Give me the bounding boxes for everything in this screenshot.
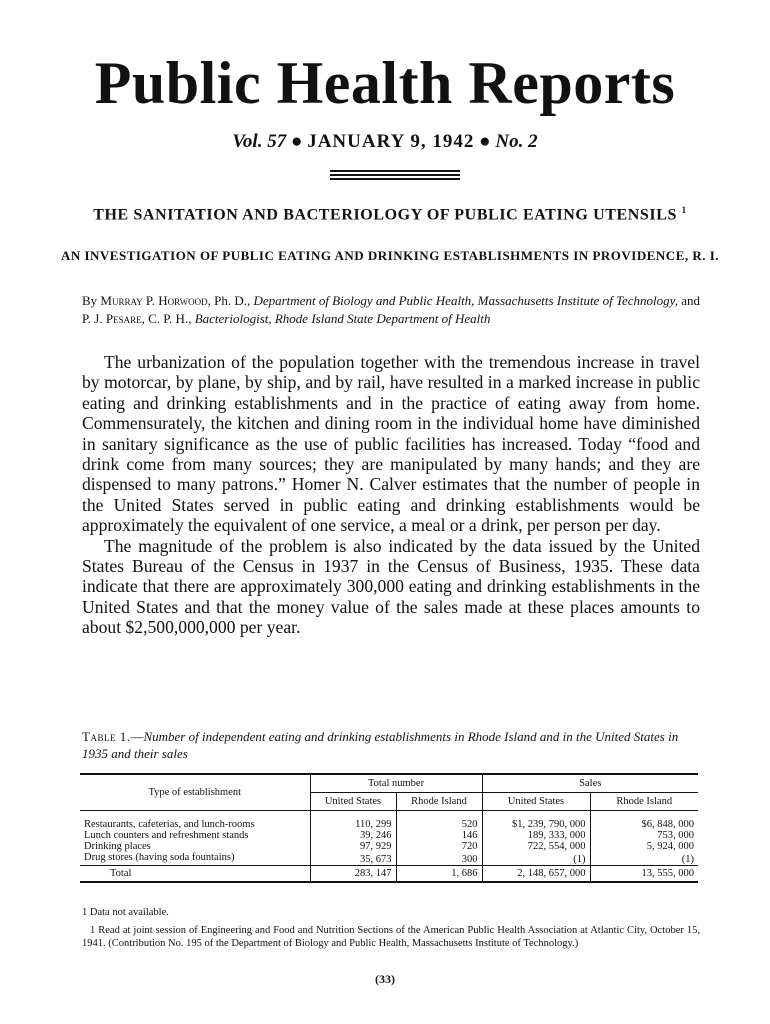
row-ri-number: 520	[396, 811, 482, 831]
row-us-number: 39, 246	[310, 830, 396, 841]
row-ri-number: 300	[396, 852, 482, 866]
byline-by: By	[82, 293, 98, 308]
total-ri-sales: 13, 555, 000	[590, 866, 698, 883]
paragraph-1: The urbanization of the population together with the tremendous increase in travel by motorcar, by plane, by ship, and by rail, have resulted in a marked increase in public eating and drinking establishments and in the practice of eating away from home. Commensurately, the kitchen and dining room in the individual home have diminished in sanitary significance as the use of public facilities has increased. Today “food and drink come from many sources; they are manipulated by many hands; and they are dispensed to many patrons.” Homer N. Calver estimates that the number of people in the United States served in public eating and drinking establishments would be approximately the equivalent of one service, a meal or a drink, per person per day.	[82, 352, 700, 536]
table-row	[80, 852, 698, 866]
paragraph-2: The magnitude of the problem is also indicated by the data issued by the United States Bureau of the Census in 1937 in the Census of Business, 1935. These data indicate that there are approximately 300,000 eating and drinking establishments in the United States and that the money value of the sales made at these places amounts to about $2,500,000,000 per year.	[82, 535, 700, 638]
row-ri-sales: 753, 000	[590, 830, 698, 841]
row-us-sales: 722, 554, 000	[482, 841, 590, 852]
ornamental-rule	[330, 170, 460, 182]
table-row	[80, 830, 698, 841]
table-row	[80, 841, 698, 852]
row-ri-sales: (1)	[590, 852, 698, 866]
byline	[82, 292, 707, 328]
article-subtitle: AN INVESTIGATION OF PUBLIC EATING AND DRINKING ESTABLISHMENTS IN PROVIDENCE, R. I.	[60, 248, 720, 263]
row-us-sales: 189, 333, 000	[482, 830, 590, 841]
bullet-1: ●	[290, 131, 303, 152]
row-type: Restaurants, cafeterias, and lunch-rooms	[84, 819, 255, 830]
row-us-sales: $1, 239, 790, 000	[482, 811, 590, 831]
article-title-text: THE SANITATION AND BACTERIOLOGY OF PUBLIC EATING UTENSILS	[93, 206, 678, 224]
article-body	[82, 352, 700, 638]
issue-number: No. 2	[495, 131, 538, 152]
table-label: Table 1.	[82, 729, 131, 744]
author-2: P. J. Pesare	[82, 311, 142, 326]
row-type: Drinking places	[84, 841, 151, 852]
row-us-sales: (1)	[482, 852, 590, 866]
table-caption-text: Number of independent eating and drinking establishments in Rhode Island and in the United States in 1935 and their sales	[82, 729, 679, 761]
author-1: Murray P. Horwood	[100, 293, 208, 308]
header-us-number: United States	[310, 793, 396, 811]
header-us-sales: United States	[482, 793, 590, 811]
table-total-row	[80, 866, 698, 883]
header-type: Type of establishment	[80, 774, 310, 811]
total-ri-number: 1, 686	[396, 866, 482, 883]
table-footnote: 1 Data not available.	[82, 907, 169, 918]
header-ri-number: Rhode Island	[396, 793, 482, 811]
author-1-degree: , Ph. D.,	[207, 293, 254, 308]
byline-and: and	[677, 293, 700, 308]
author-1-affiliation: Department of Biology and Public Health, Massachusetts Institute of Technology,	[253, 293, 678, 308]
volume: Vol. 57	[232, 131, 287, 152]
journal-title: Public Health Reports	[94, 50, 676, 116]
header-total-number: Total number	[310, 774, 482, 793]
row-ri-sales: $6, 848, 000	[590, 811, 698, 831]
row-type: Drug stores (having soda fountains)	[84, 852, 235, 863]
bullet-2: ●	[479, 131, 491, 152]
table-caption: Table 1.—Number of independent eating and drinking establishments in Rhode Island and in the United States in 1935 and their sales	[82, 729, 679, 761]
row-ri-sales: 5, 924, 000	[590, 841, 698, 852]
page-number: (33)	[375, 972, 395, 986]
total-us-number: 283, 147	[310, 866, 396, 883]
row-us-number: 110, 299	[310, 811, 396, 831]
total-label: Total	[80, 866, 310, 883]
author-2-affiliation: Bacteriologist, Rhode Island State Department of Health	[194, 311, 491, 326]
header-sales: Sales	[482, 774, 698, 793]
title-footnote-mark: 1	[681, 205, 687, 215]
table-row	[80, 811, 698, 831]
row-ri-number: 146	[396, 830, 482, 841]
total-us-sales: 2, 148, 657, 000	[482, 866, 590, 883]
row-us-number: 97, 929	[310, 841, 396, 852]
row-us-number: 35, 673	[310, 852, 396, 866]
establishments-table	[80, 773, 698, 883]
author-2-degree: , C. P. H.,	[141, 311, 195, 326]
row-ri-number: 720	[396, 841, 482, 852]
row-type: Lunch counters and refreshment stands	[84, 830, 249, 841]
header-ri-sales: Rhode Island	[590, 793, 698, 811]
article-title	[60, 200, 720, 225]
article-footnote: 1 Read at joint session of Engineering and Food and Nutrition Sections of the American Public Health Association at Atlantic City, October 15, 1941. (Contribution No. 195 of the Department of Biology and Public Health, Massachusetts Institute of Technology.)	[82, 925, 700, 949]
issue-date: JANUARY 9, 1942	[307, 131, 475, 152]
issue-line	[0, 130, 770, 154]
